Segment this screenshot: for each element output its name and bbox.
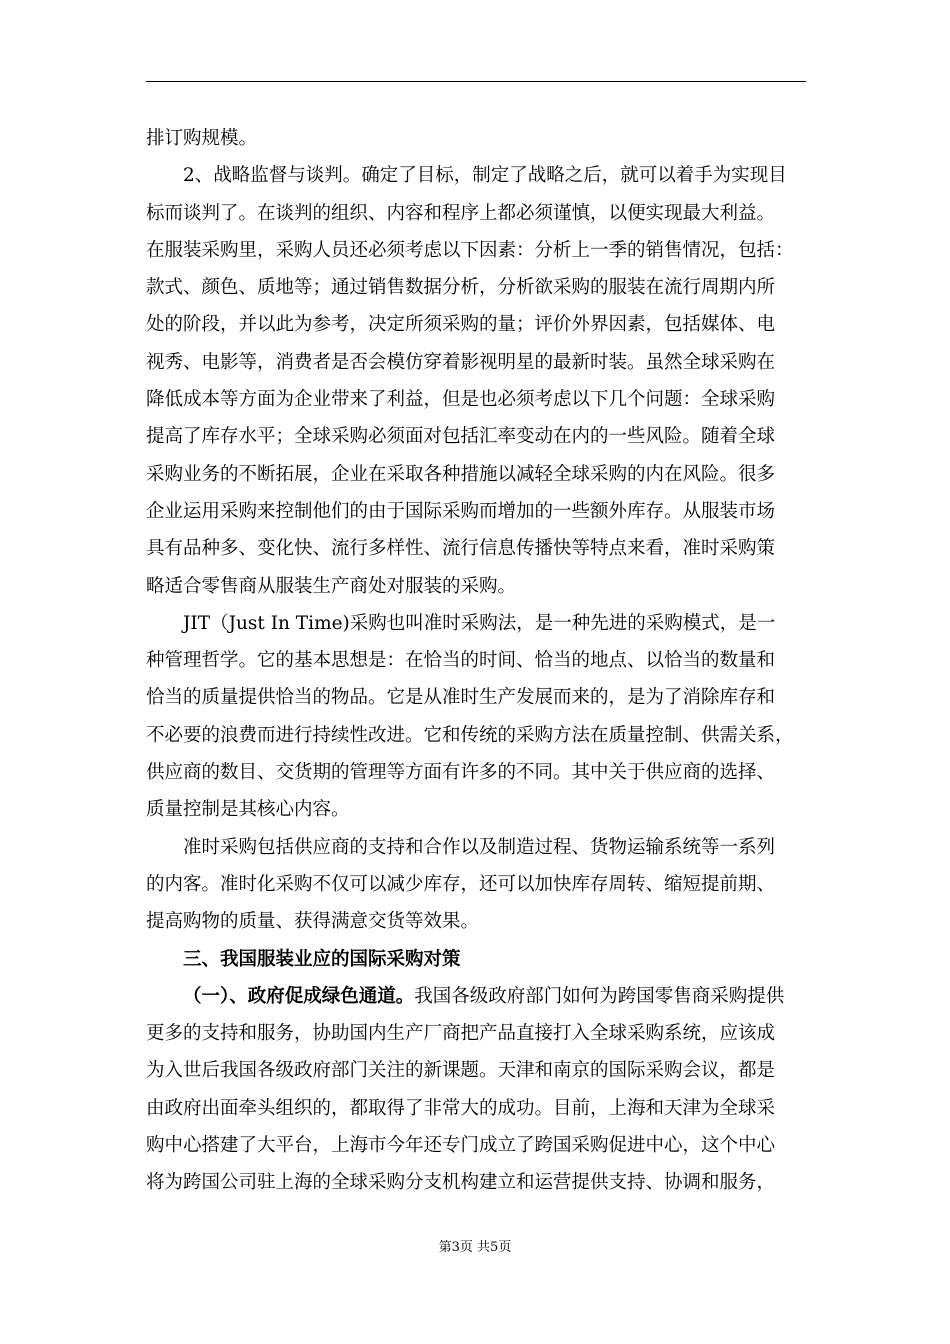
text-line: 的内客。准时化采购不仅可以减少库存，还可以加快库存周转、缩短提前期、	[146, 873, 776, 895]
text-line: 提高了库存水平；全球采购必须面对包括汇率变动在内的一些风险。随着全球	[146, 426, 776, 448]
text-line: 质量控制是其核心内容。	[146, 799, 350, 821]
text-line: 为入世后我国各级政府部门关注的新课题。天津和南京的国际采购会议，都是	[146, 1060, 776, 1082]
document-body	[146, 120, 806, 1202]
text-line: 2、战略监督与谈判。确定了目标，制定了战略之后，就可以着手为实现目	[183, 165, 787, 187]
line-rest: 我国各级政府部门如何为跨国零售商采购提供	[414, 985, 785, 1007]
text-line: 不必要的浪费而进行持续性改进。它和传统的采购方法在质量控制、供需关系，	[146, 724, 794, 746]
text-line	[146, 978, 806, 1015]
page-footer: 第3页 共5页	[438, 1240, 512, 1255]
text-line: 恰当的质量提供恰当的物品。它是从准时生产发展而来的，是为了消除库存和	[146, 687, 776, 709]
text-line: 略适合零售商从服装生产商处对服装的采购。	[146, 575, 517, 597]
text-line: 三、我国服装业应的国际采购对策	[183, 948, 461, 970]
text-line: 由政府出面牵头组织的，都取得了非常大的成功。目前，上海和天津为全球采	[146, 1097, 776, 1119]
text-line: 视秀、电影等，消费者是否会模仿穿着影视明星的最新时装。虽然全球采购在	[146, 351, 776, 373]
text-line: 提高购物的质量、获得满意交货等效果。	[146, 911, 480, 933]
text-line: 标而谈判了。在谈判的组织、内容和程序上都必须谨慎，以便实现最大利益。	[146, 202, 776, 224]
text-line: JIT（Just In Time)采购也叫准时采购法，是一种先进的采购模式，是一	[183, 612, 776, 634]
text-line: 排订购规模。	[146, 128, 258, 149]
text-line: 款式、颜色、质地等；通过销售数据分析，分析欲采购的服装在流行周期内所	[146, 277, 776, 299]
text-line: 购中心搭建了大平台，上海市今年还专门成立了跨国采购促进中心，这个中心	[146, 1135, 776, 1157]
text-line: 种管理哲学。它的基本思想是：在恰当的时间、恰当的地点、以恰当的数量和	[146, 650, 776, 672]
text-line: 采购业务的不断拓展，企业在采取各种措施以减轻全球采购的内在风险。很多	[146, 463, 776, 485]
text-line: 将为跨国公司驻上海的全球采购分支机构建立和运营提供支持、协调和服务，	[146, 1172, 776, 1194]
header-rule	[146, 81, 806, 82]
text-line: 降低成本等方面为企业带来了利益，但是也必须考虑以下几个问题：全球采购	[146, 389, 776, 411]
heading-lead: （一）、政府促成绿色通道。	[183, 985, 415, 1007]
text-line: 在服装采购里，采购人员还必须考虑以下因素：分析上一季的销售情况，包括：	[146, 239, 794, 261]
text-line: 准时采购包括供应商的支持和合作以及制造过程、货物运输系统等一系列	[183, 836, 776, 858]
text-line: 处的阶段，并以此为参考，决定所须采购的量；评价外界因素，包括媒体、电	[146, 314, 776, 336]
text-line: 具有品种多、变化快、流行多样性、流行信息传播快等特点来看，准时采购策	[146, 538, 776, 560]
text-line: 更多的支持和服务，协助国内生产厂商把产品直接打入全球采购系统，应该成	[146, 1023, 776, 1045]
text-line: 供应商的数目、交货期的管理等方面有许多的不同。其中关于供应商的选择、	[146, 762, 776, 784]
text-line: 企业运用采购来控制他们的由于国际采购而增加的一些额外库存。从服装市场	[146, 500, 776, 522]
